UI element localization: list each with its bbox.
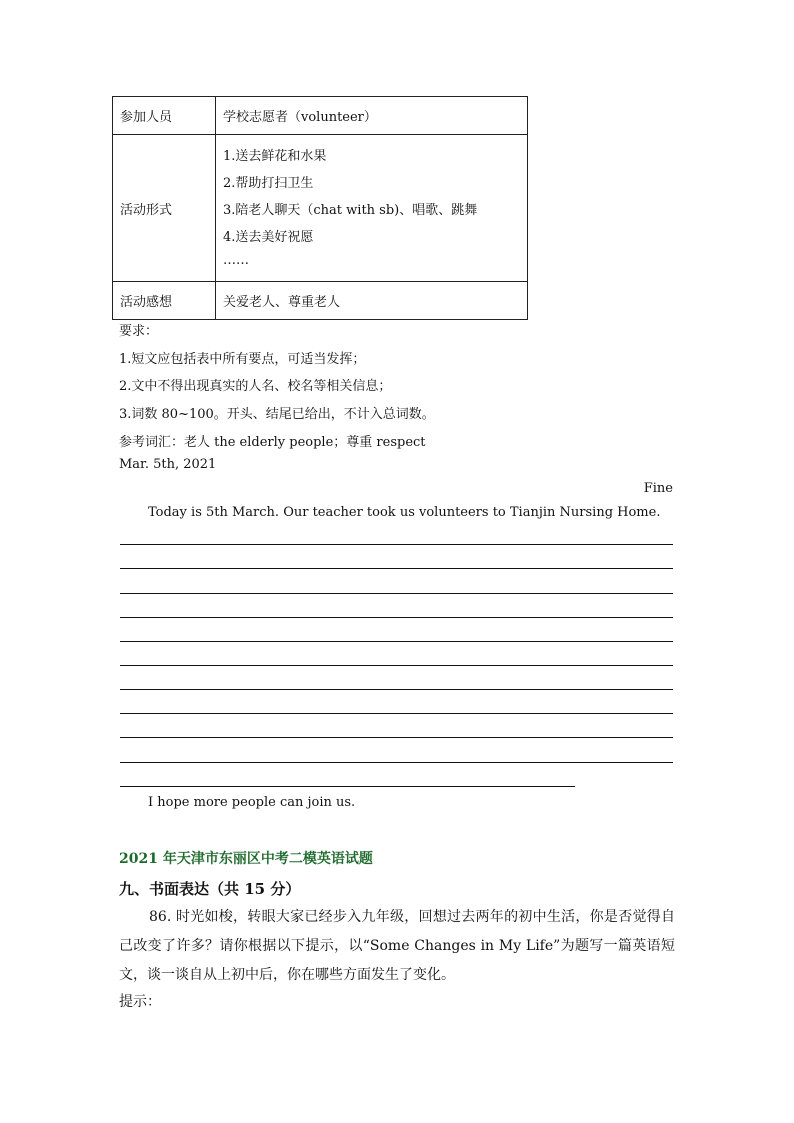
section-heading: 九、书面表达（共 15 分） <box>119 880 301 898</box>
table-row <box>113 135 528 282</box>
letter-opening: Today is 5th March. Our teacher took us volunteers to Tianjin Nursing Home. <box>148 505 661 520</box>
requirement-item: 1.短文应包括表中所有要点，可适当发挥； <box>119 352 366 367</box>
table-row <box>113 282 528 320</box>
writing-line <box>120 762 673 763</box>
requirement-item: 3.词数 80~100。开头、结尾已给出，不计入总词数。 <box>119 407 435 422</box>
table-value-participants: 学校志愿者（volunteer） <box>216 97 528 135</box>
vocabulary-hint: 参考词汇：老人 the elderly people；尊重 respect <box>119 435 426 450</box>
table-label-feelings: 活动感想 <box>113 282 216 320</box>
writing-line <box>120 689 673 690</box>
table-label-activities: 活动形式 <box>113 135 216 282</box>
hint-label: 提示： <box>119 994 161 1010</box>
requirements-title: 要求： <box>119 324 159 339</box>
table-label-participants: 参加人员 <box>113 97 216 135</box>
writing-line <box>120 568 673 569</box>
list-item: 2.帮助打扫卫生 <box>223 176 314 191</box>
letter-closing: I hope more people can join us. <box>148 795 356 810</box>
table-value-activities <box>216 135 528 282</box>
writing-line <box>120 617 673 618</box>
table-row <box>113 97 528 135</box>
list-item: 3.陪老人聊天（chat with sb)、唱歌、跳舞 <box>223 203 478 218</box>
activities-list <box>223 141 520 275</box>
question-paragraph: 86. 时光如梭，转眼大家已经步入九年级，回想过去两年的初中生活，你是否觉得自己改变了许多？请你根据以下提示，以“Some Changes in My Life”为题写一篇英语短文，谈一谈自从上初中后，你在哪些方面发生了变化。 <box>119 909 675 983</box>
writing-line <box>120 713 673 714</box>
table-value-feelings: 关爱老人、尊重老人 <box>216 282 528 320</box>
writing-line <box>120 665 673 666</box>
list-item: 1.送去鲜花和水果 <box>223 149 327 164</box>
source-title: 2021 年天津市东丽区中考二模英语试题 <box>119 851 373 867</box>
writing-line <box>120 544 673 545</box>
requirement-item: 2.文中不得出现真实的人名、校名等相关信息； <box>119 379 392 394</box>
writing-line <box>120 786 575 787</box>
letter-weather: Fine <box>643 481 673 496</box>
letter-date: Mar. 5th, 2021 <box>119 457 217 472</box>
list-item: …… <box>223 253 249 268</box>
writing-line <box>120 737 673 738</box>
list-item: 4.送去美好祝愿 <box>223 230 314 245</box>
writing-line <box>120 641 673 642</box>
activity-table <box>112 96 528 320</box>
writing-line <box>120 593 673 594</box>
